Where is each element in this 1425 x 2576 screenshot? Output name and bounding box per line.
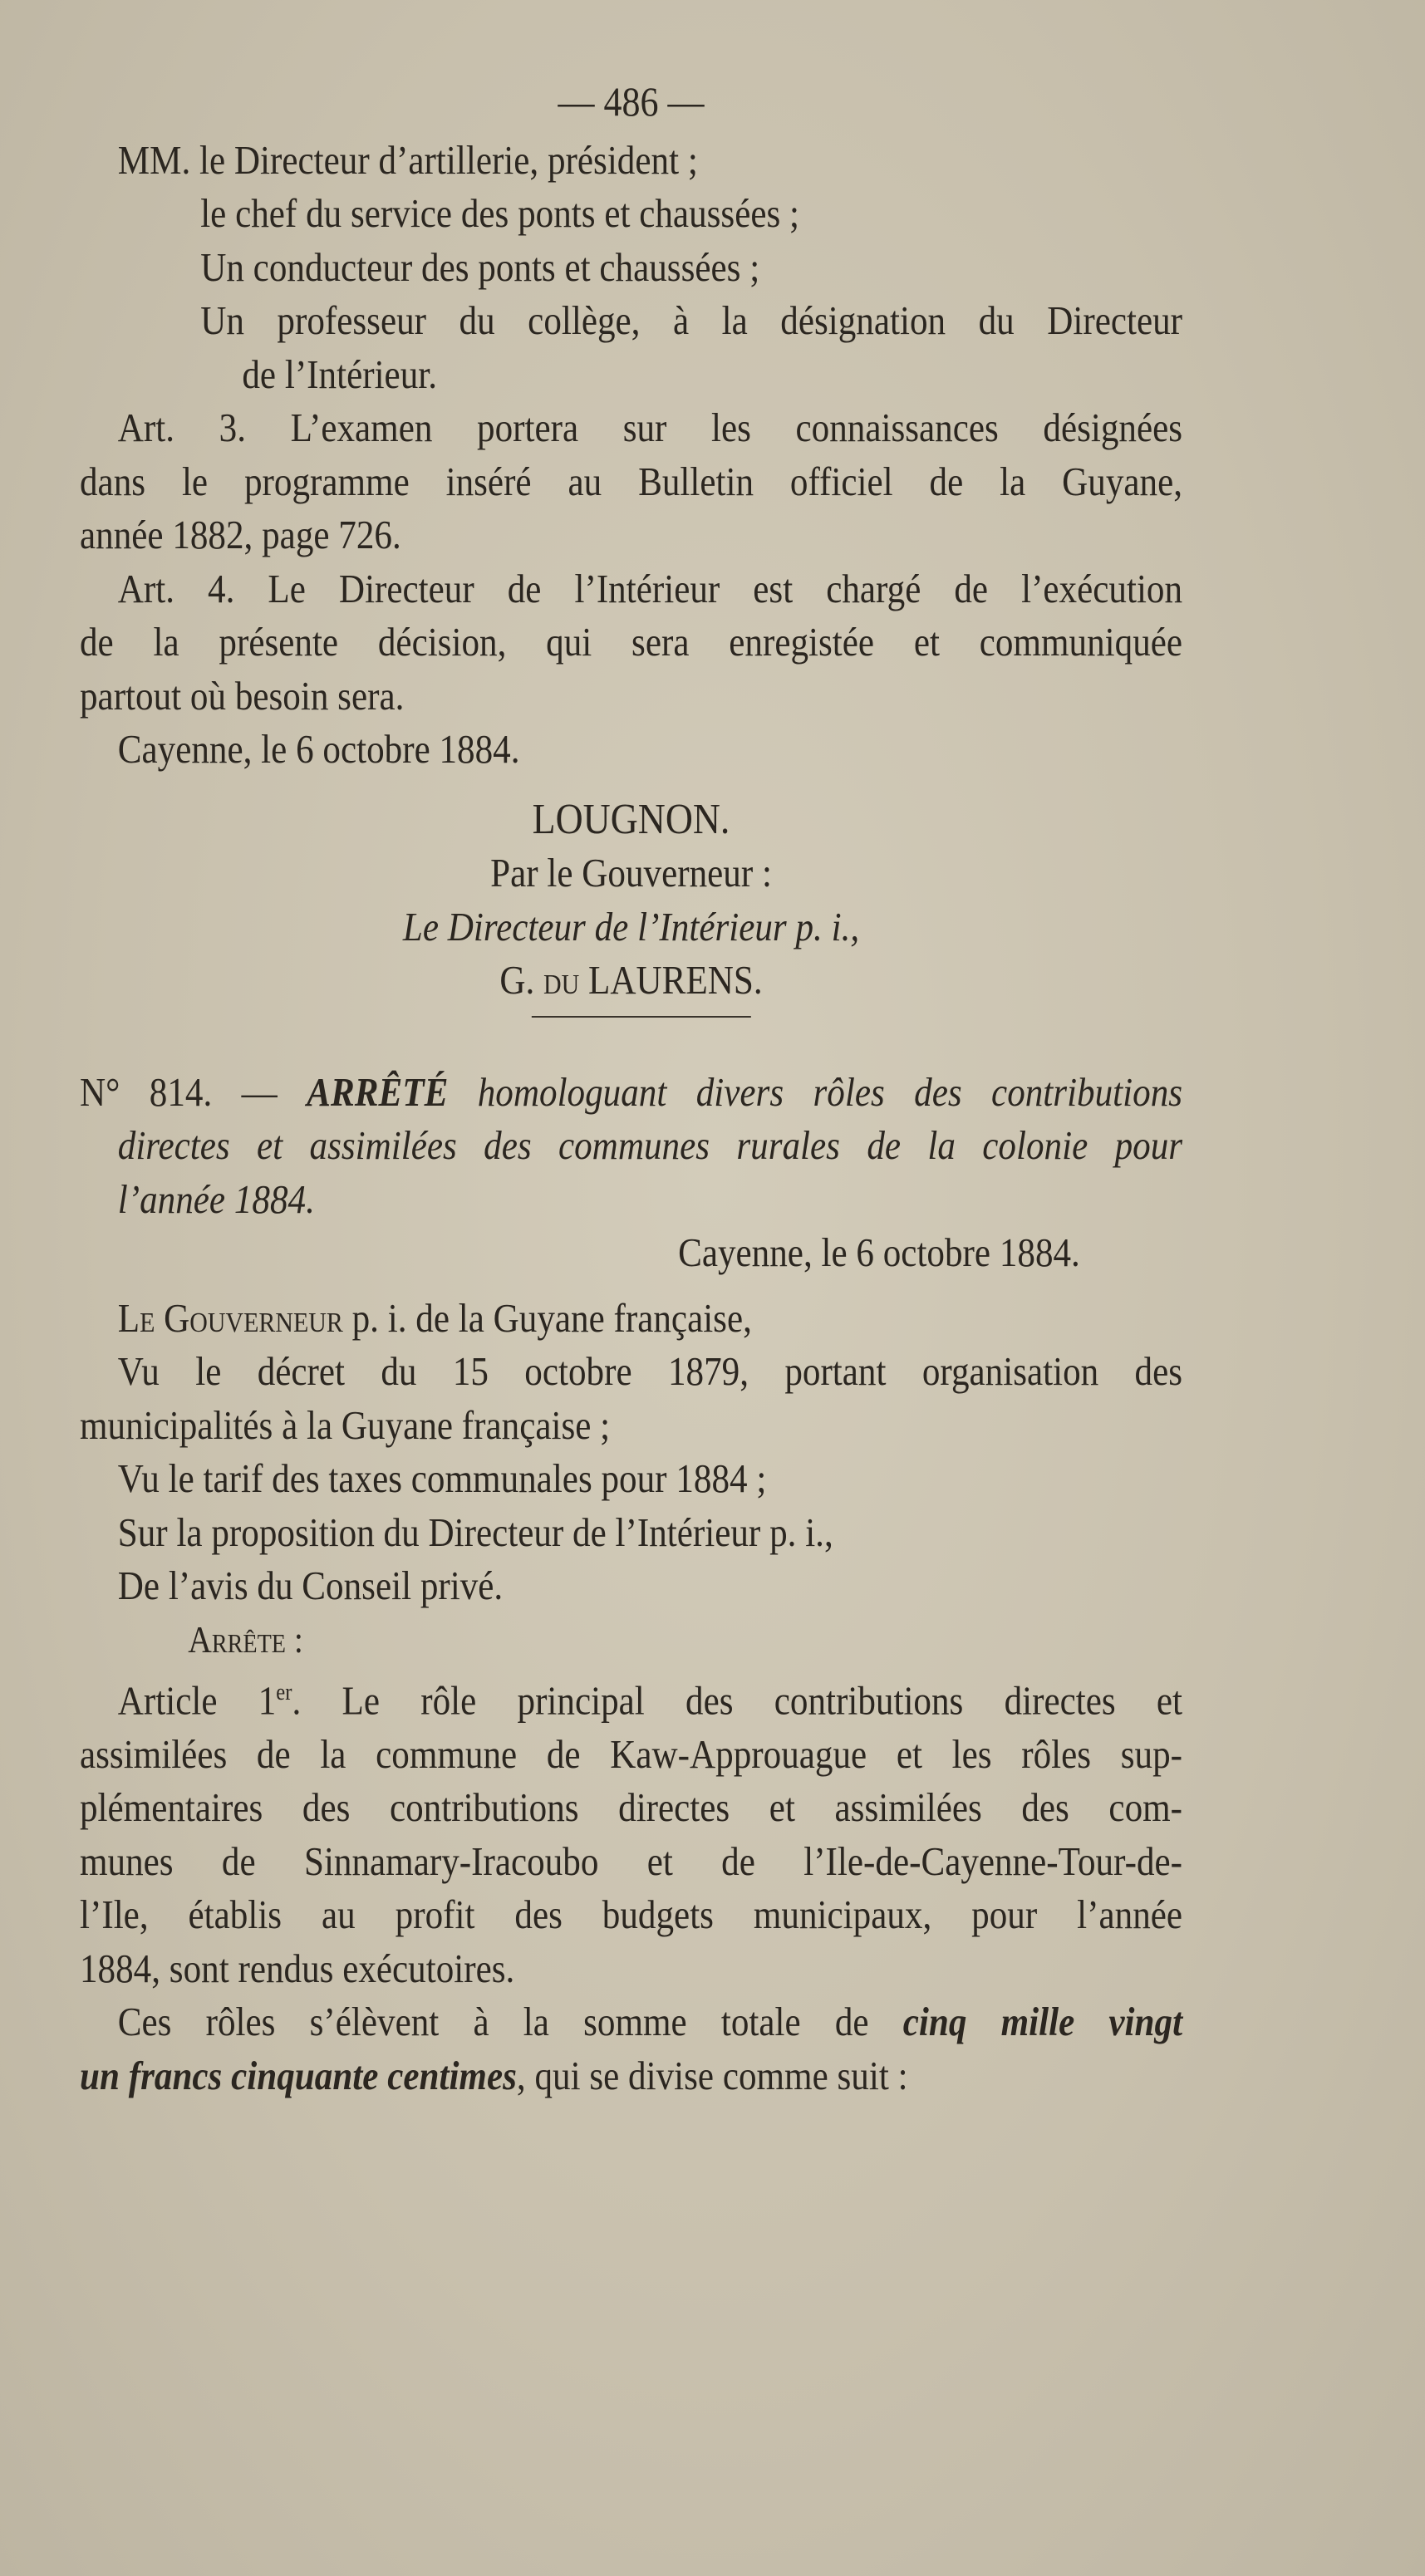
- signature-by: Par le Gouverneur :: [490, 850, 772, 895]
- place-date: Cayenne, le 6 octobre 1884.: [117, 726, 520, 772]
- closing-amount: un francs cinquante centimes: [80, 2052, 517, 2098]
- closing-amount: cinq mille vingt: [902, 1999, 1183, 2045]
- article-line: Art. 4. Le Directeur de l’Intérieur est chargé de l’exécution: [117, 565, 1183, 611]
- article-label: Article 1: [117, 1677, 277, 1724]
- closing-text: , qui se divise comme suit :: [516, 2052, 908, 2098]
- article-line: munes de Sinnamary-Iracoubo et de l’Ile-de-Cayenne-Tour-de-: [80, 1838, 1183, 1884]
- decree-title-line: directes et assimilées des communes rurales de la colonie pour: [117, 1122, 1183, 1168]
- signer-particle: du: [543, 957, 580, 1003]
- preamble-vu: Vu le décret du 15 octobre 1879, portant organisation des: [117, 1348, 1183, 1394]
- signer-name: LAURENS.: [588, 957, 763, 1003]
- preamble-de: De l’avis du Conseil privé.: [117, 1563, 504, 1608]
- closing-line: [80, 2049, 1182, 2103]
- article-1: [80, 1666, 1182, 1995]
- member-line: le chef du service des ponts et chaussées ;: [200, 190, 800, 236]
- decree-title-line: [80, 1066, 1182, 1120]
- preamble-vu: municipalités à la Guyane française ;: [80, 1401, 611, 1448]
- article-line: dans le programme inséré au Bulletin officiel de la Guyane,: [80, 458, 1183, 504]
- preamble-le: Le: [117, 1294, 155, 1341]
- decree-title-line: l’année 1884.: [117, 1175, 315, 1222]
- decree-heading: [80, 1066, 1182, 1280]
- member-line: Un professeur du collège, à la désignation du Directeur: [200, 297, 1183, 343]
- decree-title-rest: homologuant divers rôles des contributions: [477, 1068, 1183, 1115]
- closing-paragraph: [80, 1995, 1182, 2103]
- decree-number: N° 814. —: [80, 1068, 278, 1115]
- preamble-rest: p. i. de la Guyane française,: [351, 1294, 752, 1341]
- preamble-governor: [80, 1292, 1182, 1346]
- decree-type: ARRÊTÉ: [307, 1068, 449, 1115]
- section-divider: [80, 1008, 1182, 1033]
- member-line: de l’Intérieur.: [242, 351, 438, 397]
- member-line: Un conducteur des ponts et chaussées ;: [200, 243, 760, 290]
- closing-text: Ces rôles s’élèvent à la somme totale de: [117, 1999, 869, 2045]
- preamble-vu: Vu le tarif des taxes communales pour 1884 ;: [117, 1455, 767, 1501]
- preamble-gouverneur: Gouverneur: [164, 1294, 343, 1341]
- article-line: Art. 3. L’examen portera sur les connaissances désignées: [117, 405, 1183, 450]
- article-sup: er: [276, 1680, 292, 1705]
- signer-initial: G.: [499, 957, 535, 1003]
- document-body: [80, 75, 1182, 2103]
- article-line: 1884, sont rendus exécutoires.: [80, 1945, 515, 1991]
- signature-signer: [80, 954, 1182, 1008]
- article-line: de la présente décision, qui sera enregistée et communiquée: [80, 619, 1183, 665]
- member-line: MM. le Directeur d’artillerie, président ;: [117, 136, 698, 183]
- article-line: [80, 1666, 1182, 1728]
- article-line: assimilées de la commune de Kaw-Approuague et les rôles sup-: [80, 1730, 1183, 1777]
- article-text: . Le rôle principal des contributions directes et: [292, 1677, 1183, 1724]
- signature-block: [80, 777, 1182, 1008]
- article-line: année 1882, page 726.: [80, 512, 401, 557]
- article-3: [80, 401, 1182, 562]
- preamble-sur: Sur la proposition du Directeur de l’Intérieur p. i.,: [117, 1509, 833, 1555]
- article-line: partout où besoin sera.: [80, 672, 405, 719]
- arrete-label: Arrête :: [188, 1618, 303, 1661]
- article-line: plémentaires des contributions directes et assimilées des com-: [80, 1784, 1183, 1831]
- page-number: — 486 —: [558, 78, 705, 125]
- decree-place-date: Cayenne, le 6 octobre 1884.: [678, 1229, 1080, 1275]
- commission-members: [80, 134, 1182, 402]
- preamble: [80, 1292, 1182, 1613]
- signature-title: Le Directeur de l’Intérieur p. i.,: [402, 903, 860, 949]
- signature-name: LOUGNON.: [532, 795, 730, 843]
- closing-line: [80, 1995, 1182, 2049]
- article-4: [80, 562, 1182, 724]
- article-line: l’Ile, établis au profit des budgets municipaux, pour l’année: [80, 1892, 1183, 1938]
